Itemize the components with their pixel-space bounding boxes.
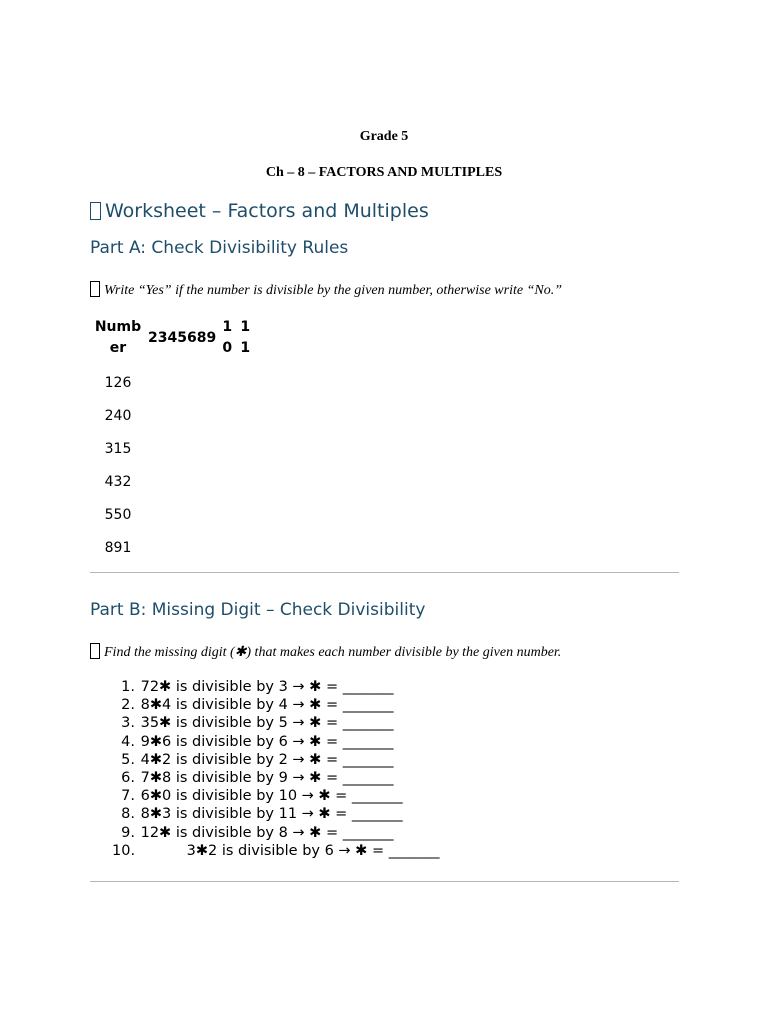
table-header-row <box>90 317 254 359</box>
part-a-instruction-text: Write “Yes” if the number is divisible by the given number, otherwise write “No.” <box>104 283 562 298</box>
list-item <box>112 714 439 732</box>
question-text: 3✱2 is divisible by 6 → ✱ = _______ <box>186 842 440 859</box>
section-divider <box>90 572 679 573</box>
list-item <box>112 787 439 805</box>
row-number: 315 <box>104 441 132 457</box>
question-number: 3. <box>121 715 135 732</box>
part-b-heading: Part B: Missing Digit – Check Divisibility <box>90 600 426 620</box>
table-row <box>90 433 254 466</box>
list-item <box>112 769 439 787</box>
table-row <box>90 466 254 499</box>
missing-glyph-icon <box>90 202 101 220</box>
worksheet-title-text: Worksheet – Factors and Multiples <box>105 200 429 222</box>
row-number: 240 <box>104 408 132 424</box>
part-b-instruction-text: Find the missing digit (✱) that makes each number divisible by the given number. <box>104 645 562 660</box>
question-number: 5. <box>121 751 135 768</box>
list-item <box>112 842 439 860</box>
row-number: 550 <box>104 507 132 523</box>
divisibility-table <box>90 317 254 565</box>
header-divisor-11: 1 1 <box>240 319 251 356</box>
part-a-heading: Part A: Check Divisibility Rules <box>90 238 349 258</box>
table-row <box>90 359 254 400</box>
list-item <box>112 751 439 769</box>
question-text: 8✱3 is divisible by 11 → ✱ = _______ <box>140 806 403 823</box>
list-item <box>112 805 439 823</box>
question-text: 6✱0 is divisible by 10 → ✱ = _______ <box>140 788 403 805</box>
question-number: 9. <box>121 824 135 841</box>
part-a-instruction <box>90 281 562 299</box>
row-number: 126 <box>104 375 132 391</box>
question-text: 7✱8 is divisible by 9 → ✱ = _______ <box>140 769 394 786</box>
table-row <box>90 400 254 433</box>
header-number: Numb er <box>94 319 142 356</box>
question-number: 4. <box>121 733 135 750</box>
missing-glyph-icon <box>90 643 100 659</box>
part-b-instruction <box>90 643 561 661</box>
question-text: 4✱2 is divisible by 2 → ✱ = _______ <box>140 751 394 768</box>
row-number: 432 <box>104 474 132 490</box>
table-row <box>90 532 254 565</box>
chapter-heading: Ch – 8 – FACTORS AND MULTIPLES <box>265 165 503 180</box>
question-number: 1. <box>121 679 135 695</box>
header-divisors: 2345689 <box>148 329 217 346</box>
section-divider <box>90 881 679 882</box>
question-number: 10. <box>112 842 136 859</box>
question-text: 9✱6 is divisible by 6 → ✱ = _______ <box>140 733 394 750</box>
question-text: 8✱4 is divisible by 4 → ✱ = _______ <box>140 697 394 714</box>
list-item <box>112 733 439 751</box>
question-list <box>112 678 439 860</box>
list-item <box>112 696 439 714</box>
header-divisor-10: 1 0 <box>222 319 233 356</box>
question-text: 35✱ is divisible by 5 → ✱ = _______ <box>140 715 394 732</box>
worksheet-title <box>90 200 429 222</box>
missing-glyph-icon <box>90 281 100 297</box>
list-item <box>112 824 439 842</box>
question-number: 6. <box>121 769 135 786</box>
question-number: 7. <box>121 788 135 805</box>
list-item <box>112 678 439 696</box>
row-number: 891 <box>104 540 132 556</box>
question-number: 2. <box>121 697 135 714</box>
table-row <box>90 499 254 532</box>
question-number: 8. <box>121 806 135 823</box>
grade-heading: Grade 5 <box>359 129 409 144</box>
question-text: 12✱ is divisible by 8 → ✱ = _______ <box>140 824 394 841</box>
question-text: 72✱ is divisible by 3 → ✱ = _______ <box>140 679 394 695</box>
